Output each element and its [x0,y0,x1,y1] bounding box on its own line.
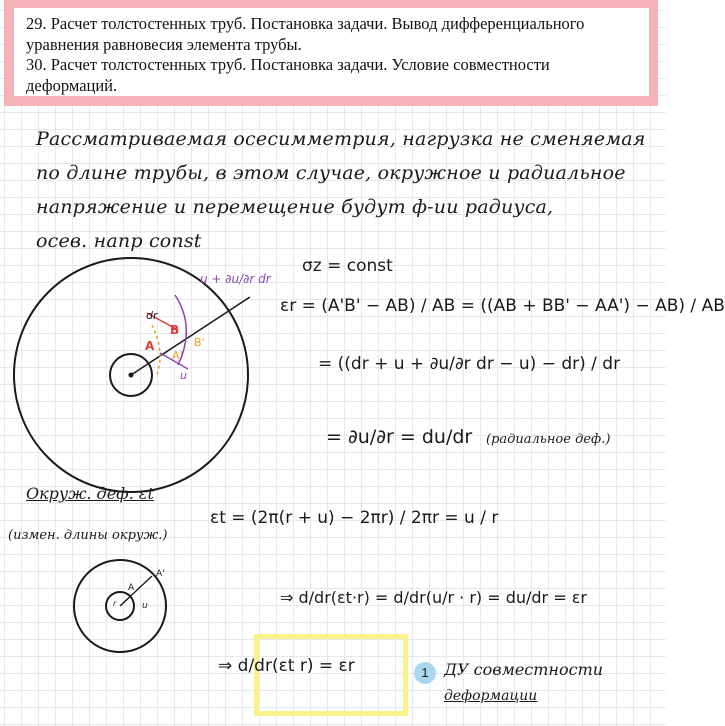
question-30-line1: 30. Расчет толстостенных труб. Постановка задачи. Условие совместности [26,55,550,74]
question-header-inner [14,8,649,96]
label-A-prime: A' [172,349,183,362]
pipe-cross-section-diagram [0,255,290,485]
label-u: u [180,369,187,382]
eps-r-result: = ∂u/∂r = du/dr [326,426,473,448]
derivation-line: ⇒ d/dr(εt·r) = d/dr(u/r · r) = du/dr = εr [280,588,587,607]
small-label-A-prime: A' [156,569,165,579]
question-29-line2: уравнения равновесия элемента трубы. [26,34,302,54]
compatibility-label-line2: деформации [444,688,538,704]
label-B: B [170,323,180,337]
label-dr: dr [146,309,158,322]
small-label-u: u [142,601,148,611]
compatibility-equation: ⇒ d/dr(εt r) = εr [218,656,355,676]
sigma-z-const: σz = const [302,256,393,276]
compatibility-label-line1: ДУ совместности [444,660,604,679]
intro-line-2: по длине трубы, в этом случае, окружное и радиальное [36,162,626,184]
radial-deformation-note: (радиальное деф.) [486,432,611,447]
small-label-r: r [113,599,117,608]
label-A: A [145,339,155,353]
intro-line-3: напряжение и перемещение будут ф-ии радиуса, [36,196,554,218]
circumferential-subheading: (измен. длины окруж.) [8,528,168,543]
eps-t-formula: εt = (2π(r + u) − 2πr) / 2πr = u / r [210,508,499,528]
question-29-line1: 29. Расчет толстостенных труб. Постановка задачи. Вывод дифференциального [26,14,585,33]
circumferential-heading: Окруж. деф. εt [26,484,154,503]
intro-line-1: Рассматриваемая осесимметрия, нагрузка не сменяемая [36,128,646,150]
label-B-prime: B' [194,336,205,349]
eps-r-expansion: = ((dr + u + ∂u/∂r dr − u) − dr) / dr [318,354,621,374]
question-header [4,0,658,106]
equation-number-badge: 1 [414,662,436,684]
small-label-A: A [128,583,135,593]
small-circle-diagram [60,554,190,666]
question-30-line2: деформаций. [26,75,118,95]
label-u-plus-du: u + ∂u/∂r dr [200,272,271,286]
eps-r-definition: εr = (A'B' − AB) / AB = ((AB + BB' − AA') − AB) / AB [280,296,725,316]
intro-line-4: осев. напр const [36,230,202,252]
